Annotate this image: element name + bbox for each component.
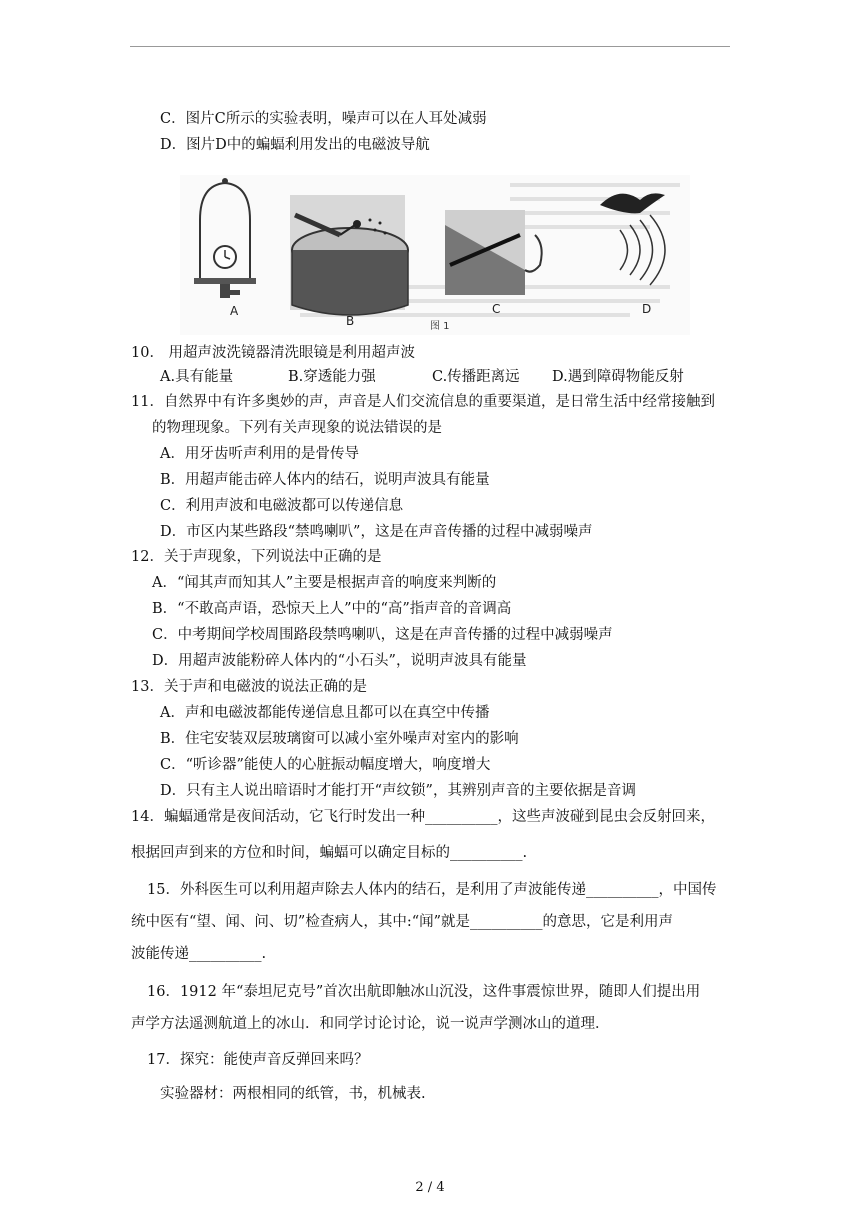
figure-b-drum [290, 195, 408, 315]
q13-option-b: B．住宅安装双层玻璃窗可以减小室外噪声对室内的影响 [160, 731, 519, 747]
q12-option-b: B．“不敢高声语，恐惊天上人”中的“高”指声音的音调高 [152, 601, 512, 617]
q11-stem-1: 11．自然界中有许多奥妙的声，声音是人们交流信息的重要渠道，是日常生活中经常接触到 [131, 394, 715, 410]
q10-stem: 10． 用超声波洗镜器清洗眼镜是利用超声波 [131, 345, 416, 361]
figure-label-d: D [642, 302, 652, 316]
figure-label-a: A [230, 304, 239, 318]
figure-label-b: B [346, 314, 355, 328]
q13-stem: 13．关于声和电磁波的说法正确的是 [131, 679, 367, 695]
q10-option-c: C.传播距离远 [432, 369, 520, 385]
q14-line-2: 根据回声到来的方位和时间，蝙蝠可以确定目标的__________. [131, 845, 528, 861]
figure-caption: 图 1 [430, 321, 450, 332]
q10-option-a: A.具有能量 [160, 369, 234, 385]
q15-line-2: 统中医有“望、闻、问、切”检查病人，其中:“闻”就是__________的意思，它是利用声 [131, 914, 674, 930]
q14-line-1: 14．蝙蝠通常是夜间活动，它飞行时发出一种__________，这些声波碰到昆虫会反射回来， [131, 809, 715, 825]
q13-option-c: C．“听诊器”能使人的心脏振动幅度增大，响度增大 [160, 757, 491, 773]
q13-option-d: D．只有主人说出暗语时才能打开“声纹锁”，其辨别声音的主要依据是音调 [160, 783, 636, 799]
figure-label-c: C [492, 302, 501, 316]
header-rule [130, 46, 730, 47]
q17-line-2: 实验器材：两根相同的纸管，书，机械表. [160, 1086, 426, 1102]
q12-option-c: C．中考期间学校周围路段禁鸣喇叭，这是在声音传播的过程中减弱噪声 [152, 627, 613, 643]
q10-option-b: B.穿透能力强 [288, 369, 376, 385]
q15-line-1: 15．外科医生可以利用超声除去人体内的结石，是利用了声波能传递__________，中国传 [147, 882, 717, 898]
q9-option-c: C．图片C所示的实验表明，噪声可以在人耳处减弱 [160, 111, 487, 127]
figure-1 [180, 175, 690, 335]
q11-option-c: C．利用声波和电磁波都可以传递信息 [160, 498, 404, 514]
q12-option-d: D．用超声波能粉碎人体内的“小石头”，说明声波具有能量 [152, 653, 527, 669]
q12-option-a: A．“闻其声而知其人”主要是根据声音的响度来判断的 [152, 575, 497, 591]
q15-line-3: 波能传递__________. [131, 946, 267, 962]
q11-option-b: B．用超声能击碎人体内的结石，说明声波具有能量 [160, 472, 490, 488]
q11-option-d: D．市区内某些路段“禁鸣喇叭”，这是在声音传播的过程中减弱噪声 [160, 524, 593, 540]
q16-line-2: 声学方法遥测航道上的冰山．和同学讨论讨论，说一说声学测冰山的道理． [131, 1016, 610, 1032]
q11-option-a: A．用牙齿听声利用的是骨传导 [160, 446, 359, 462]
q10-option-d: D.遇到障碍物能反射 [552, 369, 684, 385]
q17-line-1: 17．探究：能使声音反弹回来吗？ [147, 1052, 369, 1068]
q13-option-a: A．声和电磁波都能传递信息且都可以在真空中传播 [160, 705, 490, 721]
page-number: 2 / 4 [415, 1180, 445, 1195]
q12-stem: 12．关于声现象，下列说法中正确的是 [131, 549, 382, 565]
q9-option-d: D．图片D中的蝙蝠利用发出的电磁波导航 [160, 137, 430, 153]
q16-line-1: 16．1912 年“泰坦尼克号”首次出航即触冰山沉没，这件事震惊世界，随即人们提出用 [147, 984, 701, 1000]
q11-stem-2: 的物理现象。下列有关声现象的说法错误的是 [152, 420, 442, 436]
